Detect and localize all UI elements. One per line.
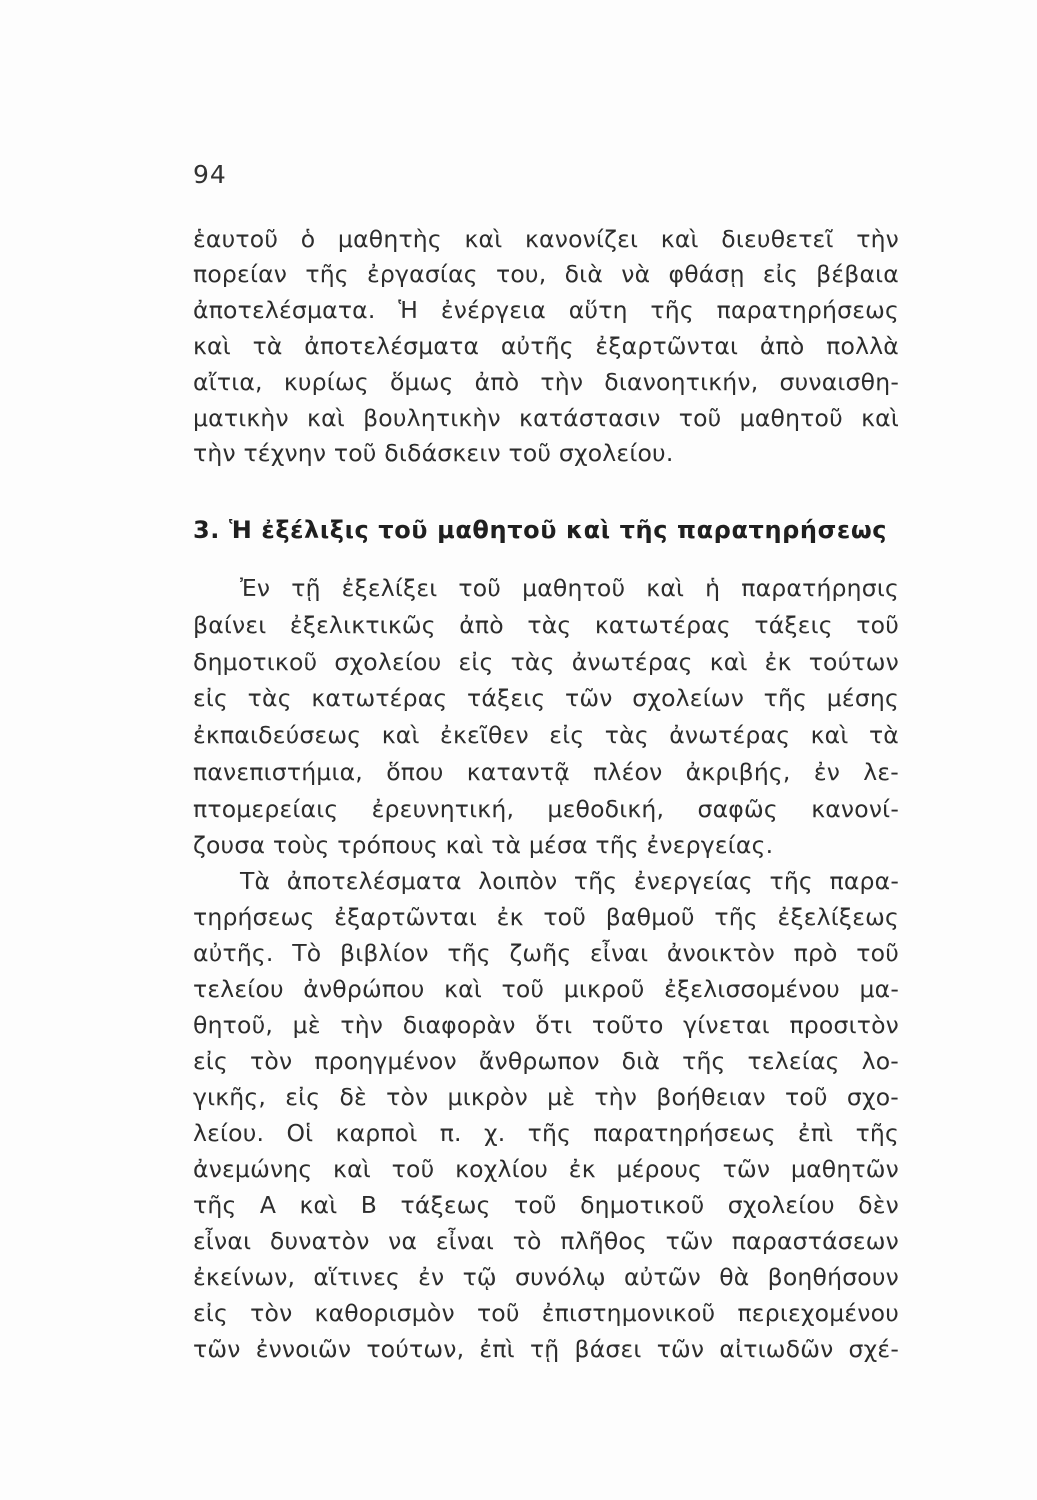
text-line: βαίνει ἐξελικτικῶς ἀπὸ τὰς κατωτέρας τάξεις τοῦ bbox=[193, 611, 899, 639]
text-line: ἐκείνων, αἵτινες ἐν τῷ συνόλῳ αὐτῶν θὰ βοηθήσουν bbox=[193, 1263, 899, 1291]
text-line: εἶναι δυνατὸν να εἶναι τὸ πλῆθος τῶν παραστάσεων bbox=[193, 1227, 899, 1255]
text-line: ἐκπαιδεύσεως καὶ ἐκεῖθεν εἰς τὰς ἀνωτέρας καὶ τὰ bbox=[193, 721, 899, 749]
text-line: τελείου ἀνθρώπου καὶ τοῦ μικροῦ ἐξελισσομένου μα- bbox=[193, 975, 899, 1003]
text-line: τηρήσεως ἐξαρτῶνται ἐκ τοῦ βαθμοῦ τῆς ἐξελίξεως bbox=[193, 903, 899, 931]
text-line: πανεπιστήμια, ὅπου καταντᾷ πλέον ἀκριβής, ἐν λε- bbox=[193, 758, 899, 786]
text-line: Τὰ ἀποτελέσματα λοιπὸν τῆς ἐνεργείας τῆς παρα- bbox=[240, 867, 899, 895]
text-line: πτομερείαις ἐρευνητική, μεθοδική, σαφῶς κανονί- bbox=[193, 795, 899, 823]
text-line: τῆς Α καὶ Β τάξεως τοῦ δημοτικοῦ σχολείου δὲν bbox=[193, 1191, 899, 1219]
text-line: τὴν τέχνην τοῦ διδάσκειν τοῦ σχολείου. bbox=[193, 439, 674, 467]
text-line: καὶ τὰ ἀποτελέσματα αὐτῆς ἐξαρτῶνται ἀπὸ πολλὰ bbox=[193, 332, 899, 360]
text-line: εἰς τὰς κατωτέρας τάξεις τῶν σχολείων τῆς μέσης bbox=[193, 684, 899, 712]
text-line: θητοῦ, μὲ τὴν διαφορὰν ὅτι τοῦτο γίνεται προσιτὸν bbox=[193, 1011, 899, 1039]
text-line: τῶν ἐννοιῶν τούτων, ἐπὶ τῇ βάσει τῶν αἰτιωδῶν σχέ- bbox=[193, 1335, 899, 1363]
section-heading: 3. Ἡ ἐξέλιξις τοῦ μαθητοῦ καὶ τῆς παρατηρήσεως bbox=[193, 516, 888, 544]
text-line: αἴτια, κυρίως ὅμως ἀπὸ τὴν διανοητικήν, συναισθη- bbox=[193, 368, 899, 396]
text-line: αὐτῆς. Τὸ βιβλίον τῆς ζωῆς εἶναι ἀνοικτὸν πρὸ τοῦ bbox=[193, 939, 899, 967]
page-number: 94 bbox=[193, 160, 227, 189]
text-line: ἀποτελέσματα. Ἡ ἐνέργεια αὕτη τῆς παρατηρήσεως bbox=[193, 296, 899, 324]
text-line: πορείαν τῆς ἐργασίας του, διὰ νὰ φθάσῃ εἰς βέβαια bbox=[193, 260, 899, 288]
text-line: Ἐν τῇ ἐξελίξει τοῦ μαθητοῦ καὶ ἡ παρατήρησις bbox=[240, 574, 899, 602]
text-line: ζουσα τοὺς τρόπους καὶ τὰ μέσα τῆς ἐνεργείας. bbox=[193, 831, 774, 859]
text-line: εἰς τὸν καθορισμὸν τοῦ ἐπιστημονικοῦ περιεχομένου bbox=[193, 1299, 899, 1327]
text-line: εἰς τὸν προηγμένον ἄνθρωπον διὰ τῆς τελείας λο- bbox=[193, 1047, 899, 1075]
text-line: γικῆς, εἰς δὲ τὸν μικρὸν μὲ τὴν βοήθειαν τοῦ σχο- bbox=[193, 1083, 899, 1111]
text-line: δημοτικοῦ σχολείου εἰς τὰς ἀνωτέρας καὶ ἐκ τούτων bbox=[193, 648, 899, 676]
text-line: ἀνεμώνης καὶ τοῦ κοχλίου ἐκ μέρους τῶν μαθητῶν bbox=[193, 1155, 899, 1183]
text-line: ἑαυτοῦ ὁ μαθητὴς καὶ κανονίζει καὶ διευθετεῖ τὴν bbox=[193, 225, 899, 253]
text-line: λείου. Οἱ καρποὶ π. χ. τῆς παρατηρήσεως ἐπὶ τῆς bbox=[193, 1119, 899, 1147]
text-line: ματικὴν καὶ βουλητικὴν κατάστασιν τοῦ μαθητοῦ καὶ bbox=[193, 404, 899, 432]
